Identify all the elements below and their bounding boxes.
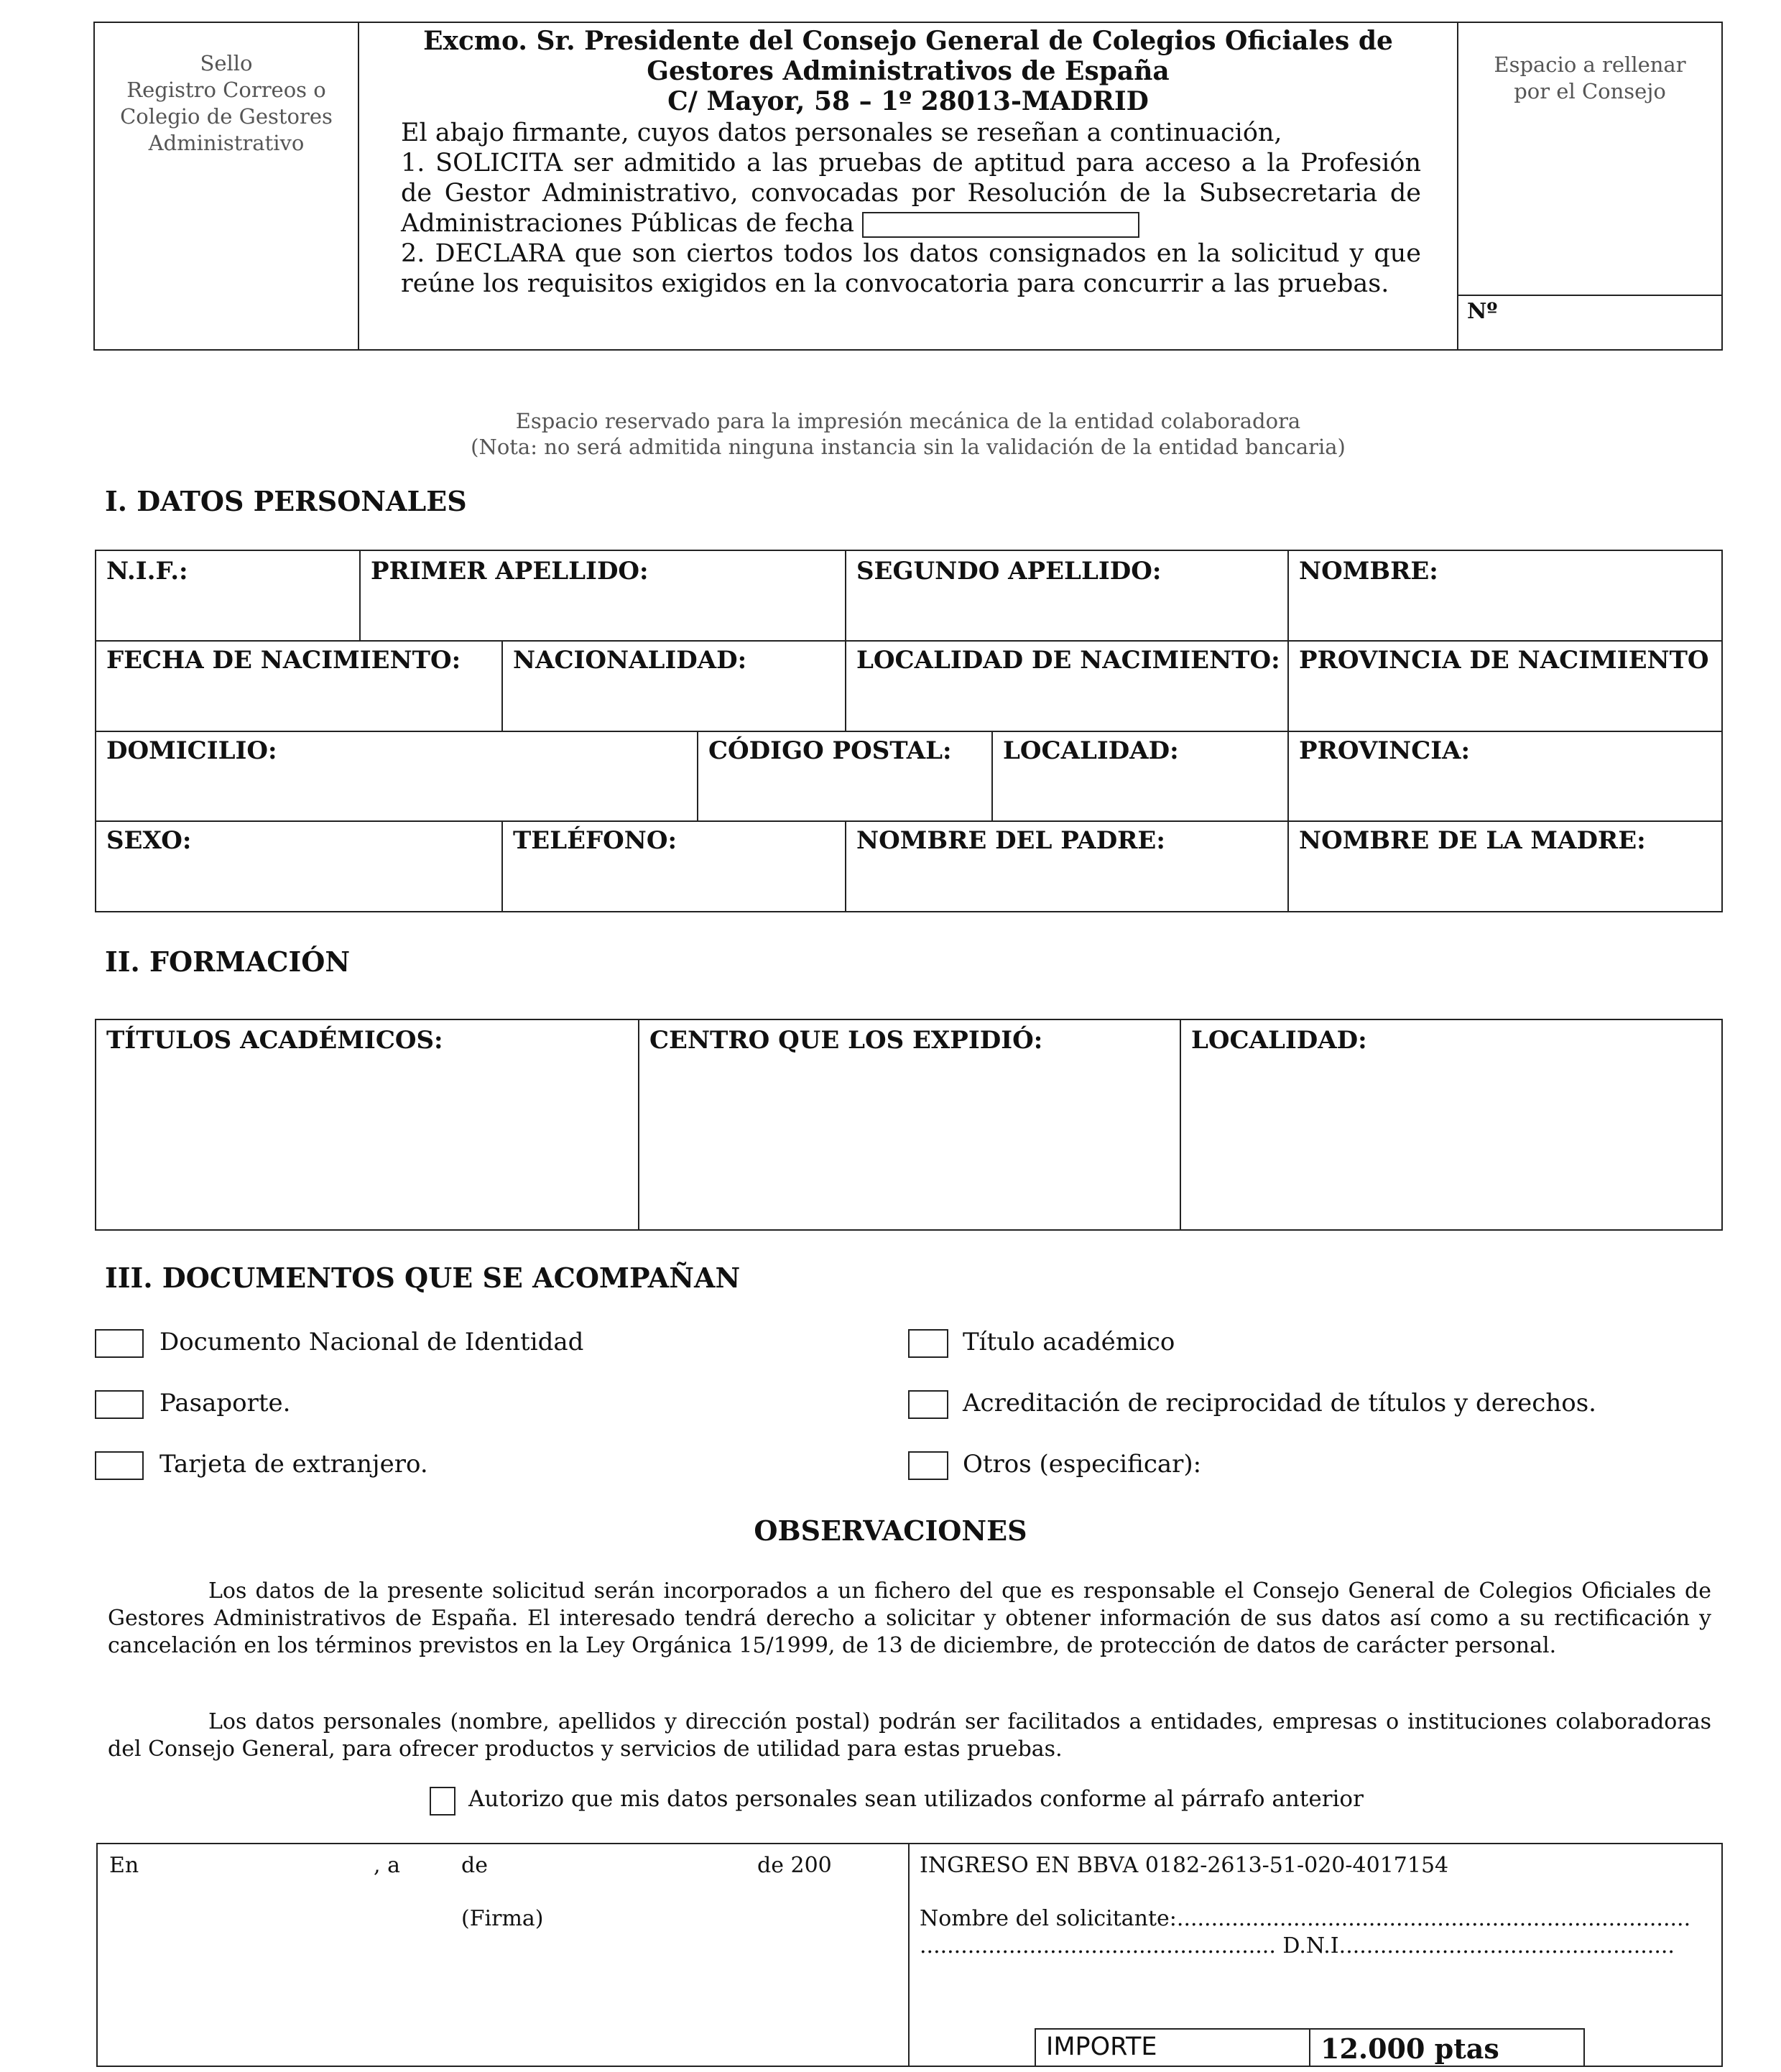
importe-value: 12.000 ptas bbox=[1320, 2032, 1499, 2065]
autorizo-label: Autorizo que mis datos personales sean utilizados conforme al párrafo anterior bbox=[468, 1786, 1364, 1812]
stamp-line: Colegio de Gestores bbox=[120, 104, 333, 129]
signature-area[interactable] bbox=[98, 1844, 910, 2066]
observaciones-paragraph-2: Los datos personales (nombre, apellidos y dirección postal) podrán ser facilitados a entidades, empresas o instituciones colaboradoras del Consejo General, para ofrecer productos y servicios de utilidad para estas pruebas. bbox=[108, 1709, 1711, 1762]
reserved-line-1: Espacio reservado para la impresión mecánica de la entidad colaboradora bbox=[515, 409, 1301, 433]
reserved-note bbox=[216, 408, 1601, 460]
sexo-field[interactable] bbox=[96, 820, 503, 911]
documentos-section-title: III. DOCUMENTOS QUE SE ACOMPAÑAN bbox=[105, 1262, 741, 1294]
titulo-label: Título académico bbox=[963, 1328, 1175, 1356]
solicita-block bbox=[401, 148, 1421, 239]
stamp-box bbox=[93, 22, 359, 351]
council-divider bbox=[1458, 295, 1721, 296]
formacion-section-title: II. FORMACIÓN bbox=[105, 945, 351, 978]
titulos-field[interactable] bbox=[96, 1020, 639, 1229]
observaciones-paragraph-1: Los datos de la presente solicitud serán incorporados a un fichero del que es responsable el Consejo General de Colegios Oficiales de Gestores Administrativos de España. El interesado tendrá derecho a solicitar y obtener información de sus datos así como a su rectificación y cancelación en los términos previstos en la Ley Orgánica 15/1999, de 13 de diciembre, de protección de datos de carácter personal. bbox=[108, 1578, 1711, 1658]
provincia-nacimiento-label: PROVINCIA DE NACIMIENTO bbox=[1299, 646, 1709, 675]
importe-label: IMPORTE bbox=[1046, 2032, 1157, 2061]
title-line: Gestores Administrativos de España bbox=[647, 56, 1170, 86]
header-body bbox=[401, 118, 1421, 299]
titulo-checkbox[interactable] bbox=[908, 1329, 948, 1358]
council-line: Espacio a rellenar bbox=[1494, 52, 1686, 77]
personal-data-table bbox=[95, 550, 1723, 912]
solicita-text: 1. SOLICITA ser admitido a las pruebas de aptitud para acceso a la Profesión de Gestor Administrativo, convocadas por Resolución de la Subsecretaria de Administraciones Públicas de fecha bbox=[401, 149, 1421, 238]
importe-label-cell bbox=[1036, 2030, 1310, 2066]
localidad-field[interactable] bbox=[993, 731, 1289, 820]
header-title bbox=[358, 26, 1458, 116]
dni-checkbox[interactable] bbox=[95, 1329, 144, 1358]
nacionalidad-label: NACIONALIDAD: bbox=[513, 646, 747, 675]
declara-text: 2. DECLARA que son ciertos todos los datos consignados en la solicitud y que reúne los requisitos exigidos en la convocatoria para concurrir a las pruebas. bbox=[401, 239, 1421, 298]
otros-checkbox[interactable] bbox=[908, 1451, 948, 1480]
nacionalidad-field[interactable] bbox=[503, 640, 846, 731]
provincia-label: PROVINCIA: bbox=[1299, 736, 1471, 765]
formacion-table bbox=[95, 1019, 1723, 1231]
localidad-label: LOCALIDAD: bbox=[1003, 736, 1179, 765]
footer-en: En bbox=[109, 1853, 139, 1878]
council-text bbox=[1458, 52, 1721, 105]
council-box bbox=[1457, 22, 1723, 351]
segundo-apellido-field[interactable] bbox=[846, 551, 1289, 640]
telefono-field[interactable] bbox=[503, 820, 846, 911]
personal-section-title: I. DATOS PERSONALES bbox=[105, 485, 467, 517]
footer-de: de bbox=[461, 1853, 488, 1878]
autorizo-checkbox[interactable] bbox=[430, 1787, 455, 1816]
footer-box bbox=[96, 1843, 1723, 2067]
otros-label: Otros (especificar): bbox=[963, 1450, 1202, 1479]
codigo-postal-field[interactable] bbox=[698, 731, 993, 820]
footer-a: , a bbox=[374, 1853, 400, 1878]
formacion-localidad-field[interactable] bbox=[1181, 1020, 1721, 1229]
nombre-padre-label: NOMBRE DEL PADRE: bbox=[856, 826, 1165, 855]
centro-label: CENTRO QUE LOS EXPIDIÓ: bbox=[649, 1026, 1043, 1055]
observaciones-title: OBSERVACIONES bbox=[754, 1514, 1027, 1547]
nombre-field[interactable] bbox=[1289, 551, 1721, 640]
nombre-solicitante-line[interactable]: Nombre del solicitante:........................................................................... bbox=[920, 1906, 1691, 1931]
localidad-nacimiento-field[interactable] bbox=[846, 640, 1289, 731]
stamp-line: Registro Correos o bbox=[126, 78, 326, 102]
importe-box bbox=[1035, 2028, 1585, 2066]
title-line: C/ Mayor, 58 – 1º 28013-MADRID bbox=[667, 86, 1149, 116]
dni-line[interactable]: .................................................... D.N.I................................................. bbox=[920, 1933, 1675, 1958]
provincia-nacimiento-field[interactable] bbox=[1289, 640, 1721, 731]
nif-field[interactable] bbox=[96, 551, 361, 640]
payment-area bbox=[910, 1844, 1721, 2066]
intro-text: El abajo firmante, cuyos datos personales se reseñan a continuación, bbox=[401, 119, 1282, 147]
localidad-nacimiento-label: LOCALIDAD DE NACIMIENTO: bbox=[856, 646, 1280, 675]
pasaporte-checkbox[interactable] bbox=[95, 1390, 144, 1419]
pasaporte-label: Pasaporte. bbox=[159, 1389, 291, 1417]
primer-apellido-field[interactable] bbox=[361, 551, 846, 640]
nif-label: N.I.F.: bbox=[106, 557, 188, 586]
telefono-label: TELÉFONO: bbox=[513, 826, 677, 855]
domicilio-label: DOMICILIO: bbox=[106, 736, 277, 765]
footer-firma: (Firma) bbox=[461, 1906, 544, 1931]
footer-de-200: de 200 bbox=[757, 1853, 832, 1878]
centro-field[interactable] bbox=[639, 1020, 1181, 1229]
stamp-text bbox=[95, 50, 358, 157]
segundo-apellido-label: SEGUNDO APELLIDO: bbox=[856, 557, 1162, 586]
fecha-nacimiento-field[interactable] bbox=[96, 640, 503, 731]
sexo-label: SEXO: bbox=[106, 826, 192, 855]
acreditacion-label: Acreditación de reciprocidad de títulos y derechos. bbox=[963, 1389, 1596, 1417]
nombre-madre-field[interactable] bbox=[1289, 820, 1721, 911]
provincia-field[interactable] bbox=[1289, 731, 1721, 820]
reserved-line-2: (Nota: no será admitida ninguna instancia sin la validación de la entidad bancaria) bbox=[471, 435, 1346, 459]
ingreso-text: INGRESO EN BBVA 0182-2613-51-020-4017154 bbox=[920, 1853, 1449, 1878]
fecha-field[interactable] bbox=[862, 212, 1139, 238]
nombre-madre-label: NOMBRE DE LA MADRE: bbox=[1299, 826, 1646, 855]
formacion-localidad-label: LOCALIDAD: bbox=[1191, 1026, 1367, 1055]
domicilio-field[interactable] bbox=[96, 731, 698, 820]
primer-apellido-label: PRIMER APELLIDO: bbox=[371, 557, 649, 586]
fecha-nacimiento-label: FECHA DE NACIMIENTO: bbox=[106, 646, 461, 675]
tarjeta-checkbox[interactable] bbox=[95, 1451, 144, 1480]
title-line: Excmo. Sr. Presidente del Consejo General de Colegios Oficiales de bbox=[423, 26, 1393, 56]
stamp-line: Sello bbox=[200, 51, 253, 75]
titulos-label: TÍTULOS ACADÉMICOS: bbox=[106, 1026, 443, 1055]
dni-label: Documento Nacional de Identidad bbox=[159, 1328, 584, 1356]
nombre-padre-field[interactable] bbox=[846, 820, 1289, 911]
codigo-postal-label: CÓDIGO POSTAL: bbox=[708, 736, 952, 765]
stamp-line: Administrativo bbox=[148, 131, 305, 155]
tarjeta-label: Tarjeta de extranjero. bbox=[159, 1450, 428, 1479]
header-main bbox=[358, 22, 1458, 351]
council-line: por el Consejo bbox=[1514, 79, 1666, 103]
acreditacion-checkbox[interactable] bbox=[908, 1390, 948, 1419]
nombre-label: NOMBRE: bbox=[1299, 557, 1438, 586]
number-label: Nº bbox=[1467, 299, 1498, 324]
